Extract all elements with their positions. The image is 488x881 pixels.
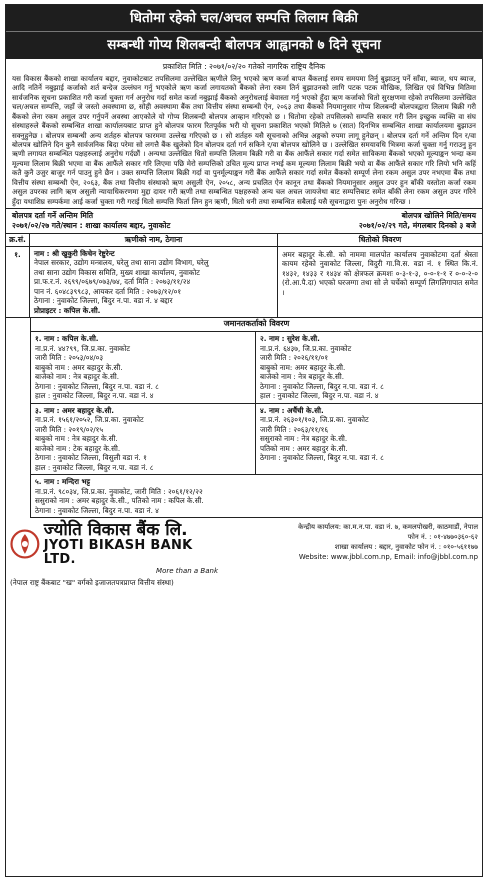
- branch-office: शाखा कार्यालय : बद्दार, नुवाकोट फोन नं. : ०१०-५६११७७: [334, 543, 478, 552]
- bid-opening-label: बोलपत्र खोलिने मिति/समय: [401, 210, 476, 220]
- guarantors-title: जमानतकर्ताको विवरण: [30, 318, 482, 332]
- guarantor-name: ४. नाम : अर्चैची के.सी.: [260, 405, 324, 415]
- borrower-line: प्रा.फ.र.नं. २६९९/०६७९/०७३/७४, दर्ता मिति : २०७३/११/२४: [34, 277, 191, 287]
- bank-name-nepali: ज्योति विकास बैंक लि.: [43, 520, 188, 541]
- guarantor-line: ठेगाना : नुवाकोट जिल्ला, बिदुर न.पा. वडा नं. ४: [35, 505, 159, 515]
- guarantor-line: ना.प्र.नं. ६४३७, जि.प्र.का. नुवाकोट: [260, 343, 352, 353]
- borrower-proprietor: प्रोप्राइटर : कपिल के.सी.: [34, 305, 101, 315]
- table-header: [6, 233, 482, 247]
- deadline-values: [6, 221, 482, 233]
- guarantor-line: बाजेको नाम : टेक बहादुर के.सी.: [35, 443, 121, 453]
- notice-body-text: यस विकास बैंकको शाखा कार्यालय बद्दार, नुवाकोटबाट तपसिलमा उल्लेखित ऋणीले लिनु भएको ऋण कर्जा बापत बैंकलाई समय समयमा तिर्नु बुझाउनु पर्ने साँवा, ब्याज, थप ब्याज, आदि नतिर्ने नबुझाई कर्जाको शर्त बन्देज उल्लंघन गर्नु भएकोले ऋण कर्जा लगायतको बैंकको लेना रकम तिर्न बुझाउनको लागि पटक पटक मौखिक, लिखित एवं विभिन्न मितिमा सार्वजनिक सूचना प्रकाशित गरी कर्जा चुक्ता गर्न अनुरोध गर्दा समेत कर्जा नबुझाई बैंकको अनुरोधलाई बेवास्ता गर्नु भएको हुँदा ऋण कर्जाको धितो सुरक्षणमा रहेको तपसिलमा उल्लेखित चल/अचल सम्पत्ति, जहाँ जे जस्तो अवस्थामा छ, सोही अवस्थामा बैंक तथा वित्तीय संस्था सम्बन्धी ऐन, २०६३ तथा बैंकको नियमानुसार गोप्य शिलबन्दी बोलपत्रद्वारा लिलाम बिक्री गरी बैंकको लेना रकम असुल उपर गर्नुपर्ने अवस्था आएकोले यो गोप्य शिलबन्दी बोलपत्र आव्हान गरिएको छ । धितोमा रहेको तपसिलको सम्पत्ति सकार गरी लिन इच्छुक व्यक्ति वा संघ संस्थाहरुले बैंकको सम्बन्धित शाखा कार्यालयबाट प्राप्त हुने बोलपत्र फारम रितपूर्वक भरी यो सूचना प्रकाशित भएको मितिले ७ (सात) दिनभित्र सम्बन्धित शाखा कार्यालयमा बुझाउन सक्नुहुनेछ । बोलपत्र सम्बन्धी अन्य शर्तहरु बोलपत्र फारममा उल्लेख गरिएको छ । सो शर्तहरु यसै सूचनाको अभिन्न अङ्गको रुपमा लागू हुनेछन् । बोलपत्र दर्ता गर्ने अन्तिम दिन र/वा बोलपत्र खोलिने दिन कुनै सार्वजनिक बिदा परेमा सो लगत्तै बैंक खुलेको दिन बोलपत्र दर्ता गर्न सकिने र/वा बोलपत्र खोलिने छ । उल्लेखित समयावधि भित्रमा कर्जा चुक्ता गर्नु गराउनु हुन ऋणी लगायत सम्बन्धित पक्षहरुलाई अनुरोध गर्दछौं । अन्यथा उल्लेखित धितो सम्पत्ति लिलाम बिक्री गरी वा बैंक आफैंले सकार गर्दा समेत साविकमा बैंकको भएको मूल्याङ्कन भन्दा कम मूल्यमा लिलाम बिक्री भएमा वा बैंक आफैंले सकार गरि लिएमा पछि मेरो सम्पत्तिको उचित मूल्य प्राप्त नभई कम मूल्यमा लिलाम बिक्री भयो वा बैंक आफैंले सकार गरि लियो भनि कहिं कतै कुनै उजुर बाजुर गर्न पाउनु हुने छैन । उक्त सम्पत्ति लिलाम बिक्री गर्दा वा पुनर्मूल्याङ्कन गरी बैंक आफैंले सकार गर्दा समेत बैंकको सम्पूर्ण लेना रकम असुल उपर नभएमा बैंक तथा वित्तीय संस्था सम्बन्धी ऐन, २०६३, बैंक तथा वित्तीय संस्थाको ऋण असुली ऐन, २०५८, अन्य प्रचलित ऐन कानून तथा बैंकको नियमानुसार असुल उपर हुन बाँकी यस्तोता कर्जा रकम असुल उपरका लागि ऋण असुली न्यायाधिकरणमा मुद्दा दायर गरी ऋणी तथा सम्बन्धित पक्षहरुको अन्य चल अचल जायजेथा बाट सम्पत्तिबाट समेत बाँकी लेना रकम असुल उपर गरिने हुँदा यथाशिघ्र सम्पर्कमा आई कर्जा चुक्ता गरी गराई धितो सम्पत्ति फिर्ता लिन हुन ऋणी, धितो धनी तथा सम्बन्धित सबैलाई यसै सूचनाद्वारा पुनः अनुरोध गरिन्छ ।: [12, 74, 476, 206]
- guarantor-card: [31, 404, 255, 475]
- borrower-details: [30, 247, 278, 318]
- guarantors-section: [30, 332, 482, 518]
- guarantor-row: [31, 332, 482, 404]
- row-serial: १.: [6, 247, 30, 318]
- guarantor-line: ना.प्र.नं. १५६१/२०५२, जि.प्र.का. नुवाकोट: [35, 415, 144, 425]
- guarantor-line: बाबुको नाम: अमर बहादुर के.सी.: [260, 362, 346, 372]
- guarantor-name: ५. नाम : मन्दिरा भट्ट: [35, 477, 91, 487]
- bank-logo-icon: [10, 529, 40, 559]
- guarantor-line: जारी मिति : २०१९/०२/१५: [35, 424, 104, 434]
- notice-title-line-1: धितोमा रहेको चल/अचल सम्पत्ति लिलाम बिक्री: [6, 5, 482, 32]
- guarantor-line: ना.प्र.नं. ९८०३४, जि.प्र.का. नुवाकोट, जारी मिति : २०६१/१२/२२: [35, 486, 203, 496]
- collateral-details: अमर बहादुर के.सी. को नाममा मालपोत कार्यालय नुवाकोटमा दर्ता श्रेस्ता कायम रहेको नुवाकोट जिल्ला, विदुरी गा.वि.स. वडा नं. १ स्थित कि.नं. १४३२, १४३३ र १४३४ को क्षेत्रफल क्रमशः ०-३-१-३, ०-०-१-१ र ०-०-२-० (रो.आ.पै.दा) भएको घरजग्गा तथा सो ले चर्चेको सम्पूर्ण लिगलिगापात समेत ।: [282, 249, 478, 297]
- guarantor-card: [31, 332, 255, 403]
- guarantor-card: [255, 332, 482, 403]
- guarantor-line: बाबुको नाम : नेत्र बहादुर के.सी.: [35, 434, 118, 444]
- borrower-name: नाम : श्री खुकुरी किचेन रेष्टुरेन्ट: [34, 248, 115, 258]
- borrower-line: पान नं. ६०४८३९९८३, आयकर दर्ता मिति : २०७३/१२/०१: [34, 286, 182, 296]
- footer: [6, 518, 482, 591]
- guarantor-line: जारी मिति : २०५३/०४/०३: [35, 353, 104, 363]
- guarantor-line: ना.प्र.नं. २६३०१/१०३, जि.प्र.का. नुवाकोट: [260, 415, 369, 425]
- guarantor-line: हाल : नुवाकोट जिल्ला, बिदुर न.पा. वडा नं. ४: [260, 391, 379, 401]
- license-note: (नेपाल राष्ट्र बैंकबाट "ख" वर्गको इजाजतपत्रप्राप्त वित्तीय संस्था): [10, 578, 174, 588]
- borrower-line: ठेगाना : नुवाकोट जिल्ला, बिदुर न.पा. वडा नं. ४ बद्दार: [34, 296, 173, 306]
- guarantor-card: [31, 475, 482, 517]
- guarantor-line: ठेगाना : नुवाकोट जिल्ला, विसुली वडा नं. १: [35, 453, 147, 463]
- guarantor-line: ठेगाना : नुवाकोट जिल्ला, बिदुर न.पा. वडा नं. ८: [260, 381, 384, 391]
- guarantor-line: बाबुको नाम : अमर बहादुर के.सी.: [35, 362, 123, 372]
- guarantor-line: ठेगाना : नुवाकोट जिल्ला, बिदुर न.पा. वडा नं. ८: [260, 453, 384, 463]
- guarantor-row: [31, 404, 482, 476]
- col-collateral: धितोको विवरण: [358, 234, 402, 244]
- guarantor-card: [255, 404, 482, 475]
- bank-brand: [10, 521, 228, 588]
- bank-tagline: More than a Bank: [156, 567, 218, 576]
- bid-opening-value: २०७१/०२/२९ गते, मंगलबार दिनको ३ बजे: [358, 220, 476, 230]
- notice-title-line-2: सम्बन्धी गोप्य शिलबन्दी बोलपत्र आह्वानको ७ दिने सूचना: [6, 32, 482, 59]
- bank-name-english: JYOTI BIKASH BANK LTD.: [43, 538, 193, 568]
- notice-page: [5, 4, 483, 877]
- guarantor-row: [31, 475, 482, 518]
- contact-info: [228, 521, 478, 562]
- guarantor-line: जारी मिति : २०२६/११/०१: [260, 353, 329, 363]
- website-email: Website: www.jbbl.com.np, Email: info@jbbl.com.np: [298, 553, 478, 562]
- head-office-address: केन्द्रीय कार्यालय: का.म.न.पा. वडा नं. ७, कमलपोखरी, काठमाडौं, नेपाल: [298, 523, 478, 532]
- guarantor-name: १. नाम : कपिल के.सी.: [35, 334, 99, 344]
- borrower-line: नेपाल सरकार, उद्योग मन्त्रालय, घरेलु तथा साना उद्योग विभाग, घरेलु: [34, 258, 209, 268]
- borrower-line: तथा साना उद्योग विकास समिति, मुख्य शाखा कार्यालय, नुवाकोट: [34, 267, 200, 277]
- col-serial: क्र.सं.: [6, 234, 30, 246]
- bid-submission-value: २०७१/०२/२७ गते/स्थान : शाखा कार्यालय बद्दार, नुवाकोट: [12, 220, 171, 230]
- guarantor-line: ससुराको नाम : नेत्र बहादुर के.सी.: [260, 434, 348, 444]
- guarantor-line: पतिको नाम : अमर बहादुर के.सी.: [260, 443, 348, 453]
- guarantor-line: ठेगाना : नुवाकोट जिल्ला, बिदुर न.पा. वडा नं. ८: [35, 381, 159, 391]
- bid-submission-label: बोलपत्र दर्ता गर्ने अन्तिम मिति: [12, 210, 94, 220]
- guarantor-line: ससुराको नाम : अमर बहादुर के.सी., पतिको नाम : कपिल के.सी.: [35, 496, 204, 506]
- guarantor-line: हाल : नुवाकोट जिल्ला, बिदुर न.पा. वडा नं. ८: [35, 462, 154, 472]
- col-borrower: ऋणीको नाम, ठेगाना: [30, 234, 278, 246]
- guarantor-line: जारी मिति : २०६३/११/१६: [260, 424, 329, 434]
- guarantor-name: २. नाम : सुरेश के.सी.: [260, 334, 320, 344]
- head-office-phone: फोन नं. : ०१-४७७०३६०-६२: [407, 533, 478, 542]
- guarantor-line: बाजेको नाम : नेत्र बहादुर के.सी.: [260, 372, 344, 382]
- deadline-labels: [6, 208, 482, 221]
- guarantor-line: ना.प्र.नं. ४४?९९, जि.प्र.का. नुवाकोट: [35, 343, 131, 353]
- published-date: प्रकाशित मिति : २०७१/०२/२० गतेको नागरिक राष्ट्रिय दैनिक: [162, 62, 326, 71]
- guarantor-name: ३. नाम : अमर बहादुर के.सी.: [35, 405, 114, 415]
- table-row: [6, 247, 482, 319]
- guarantor-line: हाल : नुवाकोट जिल्ला, बिदुर न.पा. वडा नं. ४: [35, 391, 154, 401]
- guarantor-line: बाजेको नाम : नेत्र बहादुर के.सी.: [35, 372, 119, 382]
